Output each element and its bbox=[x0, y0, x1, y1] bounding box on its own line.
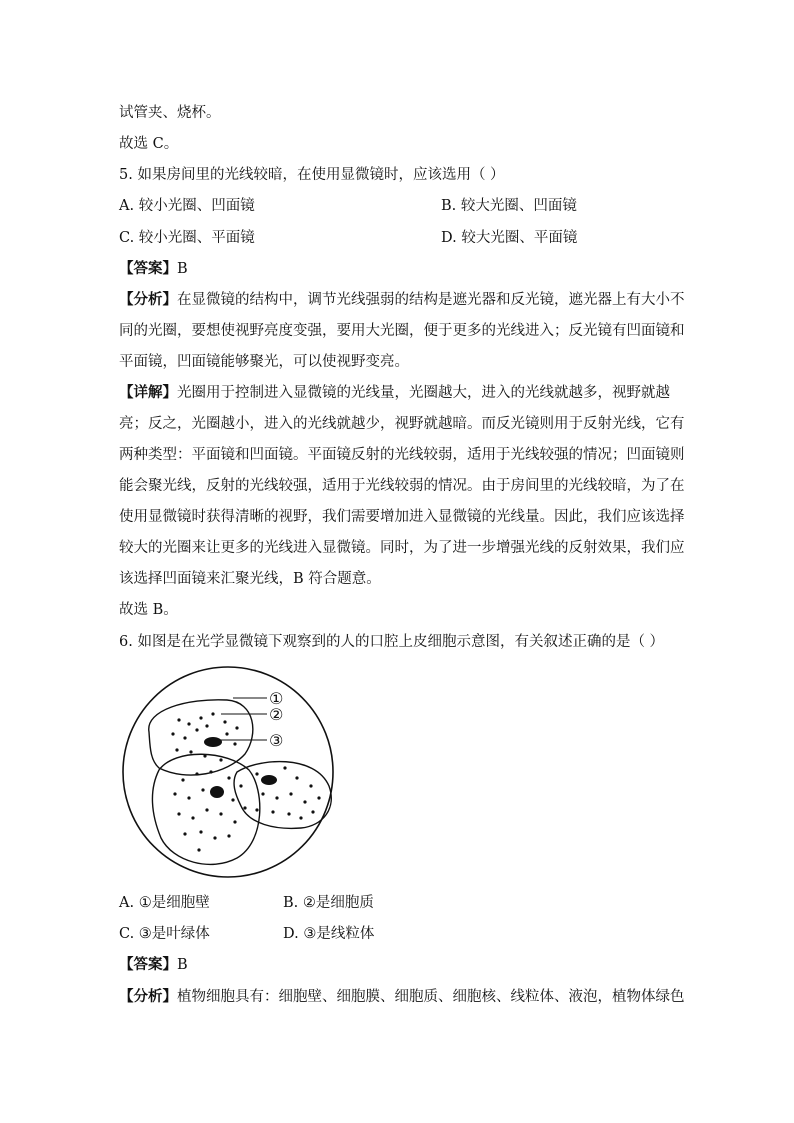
detail-tag: 【详解】 bbox=[119, 384, 177, 401]
q5-detail-2: 亮；反之，光圈越小，进入的光线就越少，视野就越暗。而反光镜则用于反射光线，它有 bbox=[119, 416, 685, 432]
question-5: 5. 如果房间里的光线较暗，在使用显微镜时，应该选用（ ） bbox=[119, 167, 505, 183]
answer-tag: 【答案】 bbox=[119, 956, 177, 973]
q5-detail-7: 该选择凹面镜来汇聚光线，B 符合题意。 bbox=[119, 571, 381, 587]
line-2: 故选 C。 bbox=[119, 136, 179, 152]
q6-analysis-1 bbox=[119, 987, 685, 1007]
label-1: ① bbox=[269, 689, 284, 708]
label-2: ② bbox=[269, 705, 284, 724]
question-6: 6. 如图是在光学显微镜下观察到的人的口腔上皮细胞示意图，有关叙述正确的是（ ） bbox=[119, 634, 665, 650]
q5-answer bbox=[119, 259, 188, 279]
q5-option-d: D. 较大光圈、平面镜 bbox=[441, 230, 578, 246]
q5-option-c: C. 较小光圈、平面镜 bbox=[119, 230, 255, 246]
label-3: ③ bbox=[269, 731, 284, 750]
q5-detail-6: 较大的光圈来让更多的光线进入显微镜。同时，为了进一步增强光线的反射效果，我们应 bbox=[119, 540, 685, 556]
nucleus-upper-left bbox=[204, 737, 222, 747]
microscope-field-circle bbox=[123, 667, 333, 877]
cytoplasm-dots bbox=[171, 712, 320, 851]
nucleus-center bbox=[210, 786, 224, 798]
cheek-cell-svg bbox=[117, 662, 357, 882]
q5-analysis-2: 同的光圈，要想使视野亮度变强，要用大光圈，便于更多的光线进入；反光镜有凹面镜和 bbox=[119, 323, 685, 339]
answer-value: B bbox=[177, 957, 188, 973]
analysis-tag: 【分析】 bbox=[119, 291, 177, 308]
q6-option-b: B. ②是细胞质 bbox=[283, 895, 374, 911]
q5-option-b: B. 较大光圈、凹面镜 bbox=[441, 198, 577, 214]
cell-right bbox=[234, 762, 331, 829]
q5-detail-3: 两种类型：平面镜和凹面镜。平面镜反射的光线较弱，适用于光线较强的情况；凹面镜则 bbox=[119, 447, 685, 463]
answer-tag: 【答案】 bbox=[119, 260, 177, 277]
q5-detail-1 bbox=[119, 383, 670, 403]
q5-detail-4: 能会聚光线，反射的光线较强，适用于光线较弱的情况。由于房间里的光线较暗，为了在 bbox=[119, 478, 685, 494]
detail-text: 光圈用于控制进入显微镜的光线量，光圈越大，进入的光线就越多，视野就越 bbox=[177, 385, 670, 401]
q5-analysis-3: 平面镜，凹面镜能够聚光，可以使视野变亮。 bbox=[119, 354, 409, 370]
q5-option-a: A. 较小光圈、凹面镜 bbox=[119, 198, 255, 214]
q5-select: 故选 B。 bbox=[119, 602, 178, 618]
answer-value: B bbox=[177, 261, 188, 277]
analysis-text: 在显微镜的结构中，调节光线强弱的结构是遮光器和反光镜，遮光器上有大小不 bbox=[177, 292, 685, 308]
analysis-tag: 【分析】 bbox=[119, 988, 177, 1005]
q6-option-a: A. ①是细胞壁 bbox=[119, 895, 210, 911]
q6-option-c: C. ③是叶绿体 bbox=[119, 926, 210, 942]
q5-detail-5: 使用显微镜时获得清晰的视野，我们需要增加进入显微镜的光线量。因此，我们应该选择 bbox=[119, 509, 685, 525]
nucleus-right bbox=[261, 775, 277, 785]
analysis-text: 植物细胞具有：细胞壁、细胞膜、细胞质、细胞核、线粒体、液泡，植物体绿色 bbox=[177, 989, 685, 1005]
cheek-cell-diagram bbox=[117, 662, 357, 886]
line-1: 试管夹、烧杯。 bbox=[119, 105, 221, 121]
q5-analysis-1 bbox=[119, 290, 685, 310]
q6-answer bbox=[119, 955, 188, 975]
q6-option-d: D. ③是线粒体 bbox=[283, 926, 375, 942]
